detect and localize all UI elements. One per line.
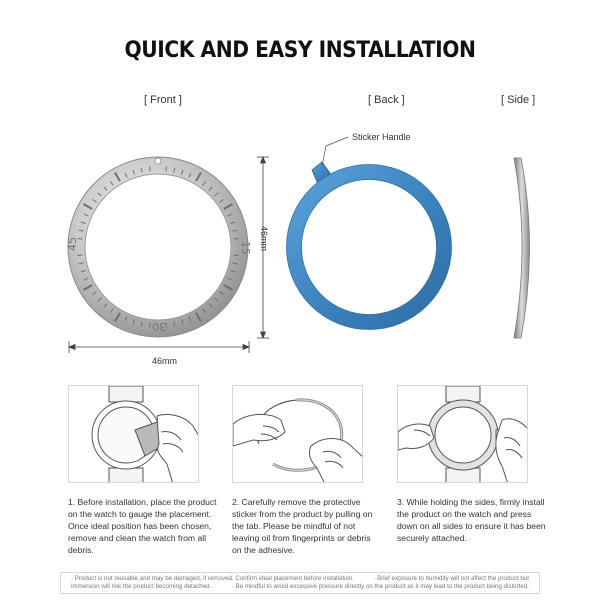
front-bezel [68,157,248,337]
dimension-horizontal-label: 46mm [152,356,178,366]
page-title: QUICK AND EASY INSTALLATION [124,38,476,63]
step-2-text: 2. Carefully remove the protective sticker from the product by pulling on the tab. Please be mindful of not leaving oil from fingerprints or debris on the adhesive. [232,497,373,555]
sticker-handle-label: Sticker Handle [352,132,411,142]
front-view-label: [ Front ] [144,94,182,106]
bezel-tick [150,323,151,328]
back-view-label: [ Back ] [368,94,405,106]
bezel-tick [166,166,167,171]
side-profile [514,158,530,338]
back-bezel [287,162,452,330]
side-view-label: [ Side ] [501,94,536,106]
step-1-illustration [68,385,199,483]
notice-immersion: immersion will risk the product becoming detached. [71,583,212,590]
bezel-tick [150,166,151,171]
notice-pressure: · Be mindful to avoid excessive pressure directly on the product as it may lead to the product being distorted. [231,583,529,590]
step-2-illustration [232,385,363,483]
step-3-illustration [397,385,528,483]
dimension-vertical-label: 46mm [259,226,269,252]
bezel-number-30: 30 [152,320,166,333]
caution-notice-box [60,572,540,594]
notice-reuse: · Product is not reusable and may be damaged, if removed. Confirm ideal placement before installation. [71,575,355,582]
notice-humidity: · Brief exposure to humidity will not affect the product but [373,575,529,582]
step-3-text: 3. While holding the sides, firmly install the product on the watch and press down on all sides to ensure it has been securely attached. [397,497,546,543]
step-1-text: 1. Before installation, place the product on the watch to gauge the placement. Once ideal position has been chosen, remove and clean the watch from all debris. [68,497,217,555]
bezel-number-15: 15 [239,241,252,255]
bezel-tick [77,255,82,256]
dimension-line-horizontal [69,341,249,353]
bezel-tick [234,239,239,240]
bezel-number-45: 45 [66,237,79,251]
sticker-handle-leader [326,137,348,146]
bezel-tick [234,255,239,256]
